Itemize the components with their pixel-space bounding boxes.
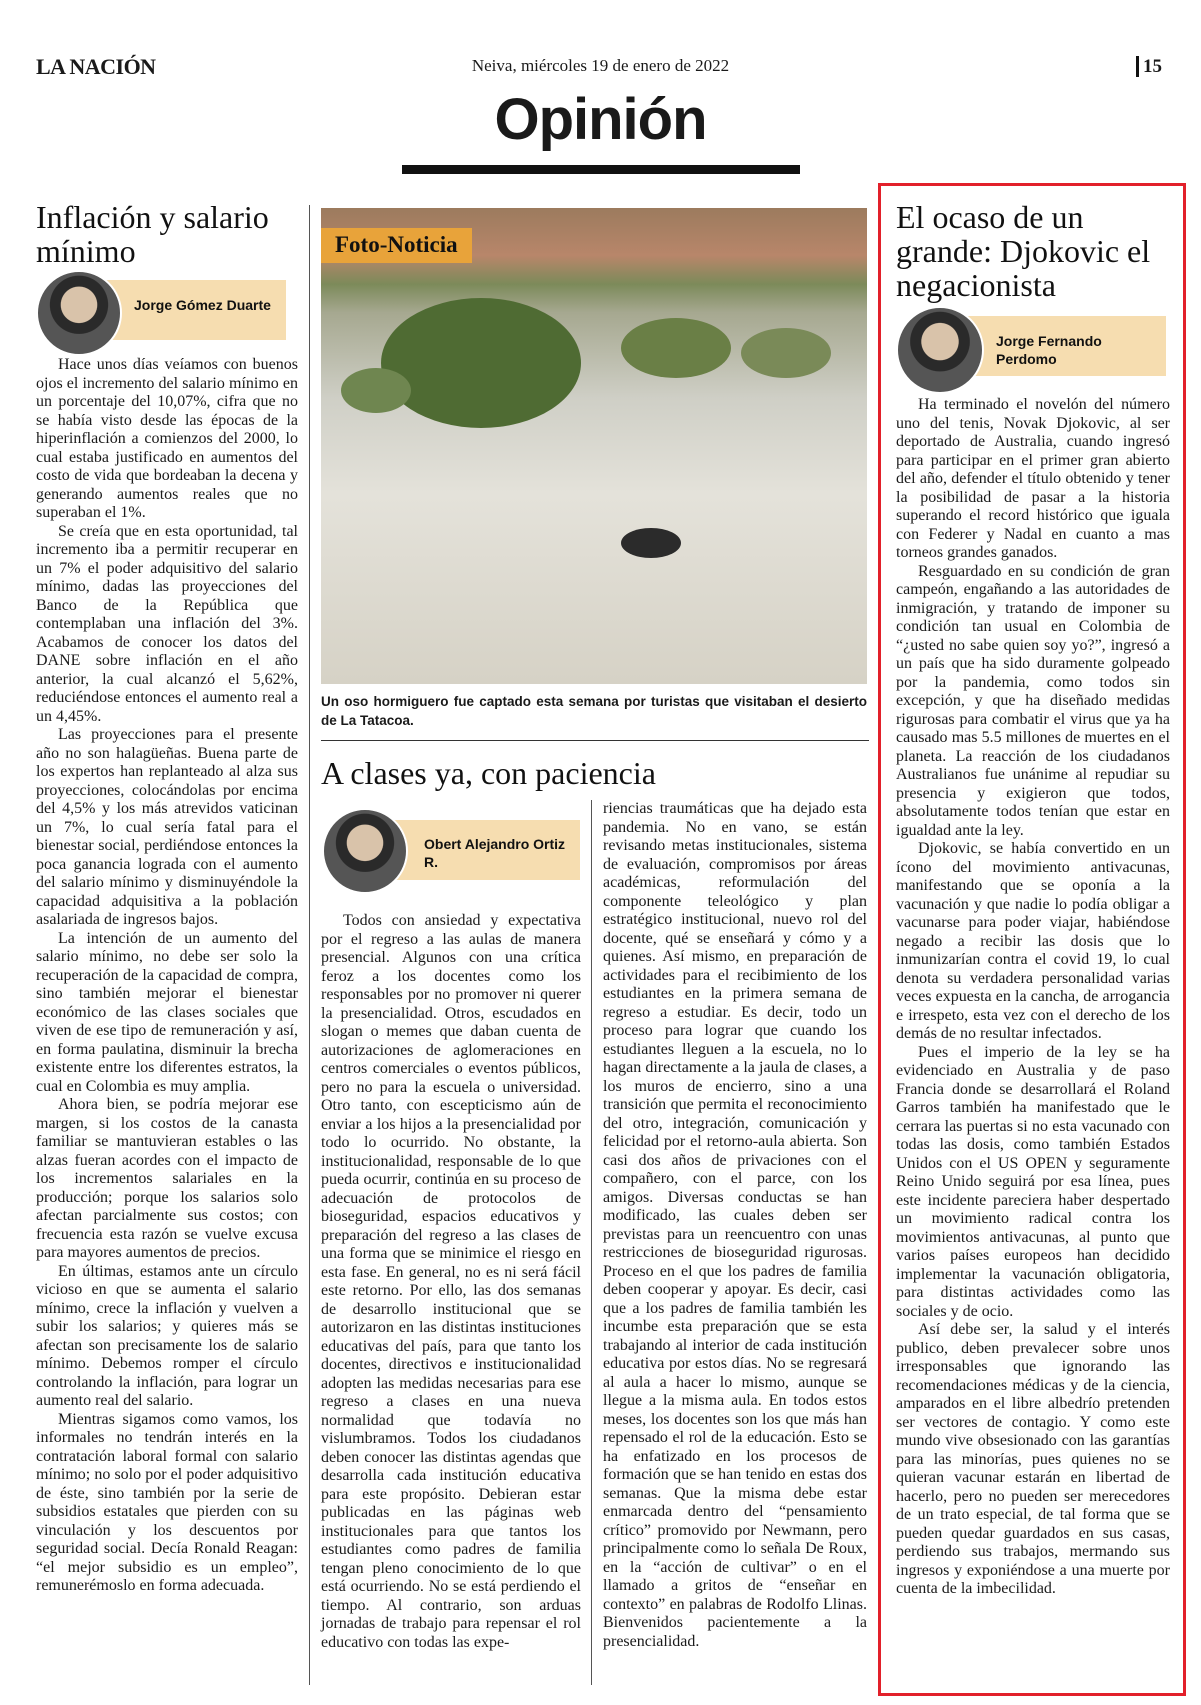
author-photo xyxy=(36,270,122,356)
newspaper-logo: LA NACIÓN xyxy=(36,54,156,79)
author-name: Jorge Fernando Perdomo xyxy=(996,333,1102,367)
paragraph: Djokovic, se había convertido en un ícono del movimiento antivacunas, manifestando que se oponía a la vacunación y que nadie lo podía obligar a vacunarse para poder viajar, habiéndose negado a recibir las dosis que lo inmunizarían contra el covid 19, lo cual denota su verdadera personalidad varias veces expuesta en la cancha, de arrogancia e irrespeto, esta vez con el derecho de los demás de no resultar infectados. xyxy=(896,840,1170,1042)
article-title: Inflación y salario mínimo xyxy=(36,199,269,269)
news-photo xyxy=(321,208,867,684)
column-divider xyxy=(591,800,592,1685)
article-title: A clases ya, con paciencia xyxy=(321,755,656,791)
paragraph: Las proyecciones para el presente año no son halagüeñas. Buena parte de los expertos han replanteado al alza sus proyecciones, colocándolas por encima del 4,5% y los más atrevidos vaticinan un 7%, lo cual sería fatal para el bienestar social, perdiéndose entonces la poca ganancia lograda con el aumento del salario mínimo y disminuyéndole la capacidad adquisitiva a la población asalariada de ingresos bajos. xyxy=(36,726,298,928)
author-photo xyxy=(896,306,984,394)
paragraph: Resguardado en su condición de gran campeón, engañando a las autoridades de inmigración, y tratando de imponer su condición tan usual en Colombia de “¿usted no sabe quien soy yo?”, ingresó a un país que ha sido duramente golpeado por la pandemia, como todos sin excepción, y que ha diseñado medidas rigurosas para combatir el virus que ya ha causado mas 5.5 millones de muertes en el planeta. La reacción de los ciudadanos Australianos fue unánime al repudiar su presencia y exigieron que todos, absolutamente todos tenían que estar en igualdad ante la ley. xyxy=(896,562,1170,839)
author-name: Jorge Gómez Duarte xyxy=(134,297,271,313)
article-body xyxy=(603,800,867,1651)
photo-label: Foto-Noticia xyxy=(321,228,472,263)
paragraph: Pues el imperio de la ley se ha evidenciado en Australia y de paso Francia donde se desarrollará el Roland Garros también ha manifestado que le cerrara las puertas si no esta vacunado con todas las dosis, como también Estados Unidos con el US OPEN y seguramente Reino Unido seguirá por esa línea, pues este incidente pareciera haber despertado un movimiento radical contra los movimientos antivacunas, al punto que varios países europeos han decidido implementar la vacunación obligatoria, para distintas actividades como las sociales y de ocio. xyxy=(896,1043,1170,1320)
paragraph: riencias traumáticas que ha dejado esta pandemia. No en vano, se están revisando metas institucionales, sistema de evaluación, compromisos por áreas académicas, reformulación del componente teleológico y plan estratégico institucional, nuevo rol del docente, qué se enseñará y cómo y a quienes. Así mismo, en preparación de actividades para el recibimiento de los estudiantes en la primera semana de regreso a estudiar. Es decir, todo un proceso para lograr que cuando los estudiantes lleguen a la escuela, no lo hagan directamente a la jaula de clases, a los muros de encierro, sino a una transición que permita el reconocimiento del otro, integración, comunicación y felicidad por el retorno-aula abierta. Son casi dos años de privaciones con el compañero, con el parce, con los amigos. Diversas conductas se han modificado, las cuales deben ser previstas para un reencuentro con unas restricciones de bioseguridad rigurosas. Proceso en el que los padres de familia deben cooperar y apoyar. Es decir, casi que a los padres de familia también les incumbe esta preparación que se esta trabajando al interior de cada institución educativa por estos días. No se regresará al aula a hacer lo mismo, aunque se llegue a la misma aula. En todos estos meses, los docentes son los que más han repensado el rol de la educación. Esto se ha enfatizado en los procesos de formación que se han tenido en estas dos semanas. Que la misma debe estar enmarcada dentro del “pensamiento crítico” promovido por Newmann, pero principalmente como lo señala De Roux, en la “acción de cultivar” o en el llamado a gritos de “enseñar en contexto” en palabras de Rodolfo Llinas. Bienvenidos pacientemente a la presencialidad. xyxy=(603,800,867,1650)
column-divider xyxy=(309,205,310,1685)
paragraph: Así debe ser, la salud y el interés publico, deben prevalecer sobre unos irresponsables que ignorando las recomendaciones médicas y de la ciencia, amparados en el libre albedrío pretenden ser vectores de contagio. Y como este mundo vive obsesionado con las garantías para las minorías, pues quienes no se quieran vacunar estarán en libertad de hacerlo, pero no pueden ser merecedores de un trato especial, de tal forma que se pueden quedar guardados en sus casas, perdiendo sus trabajos, mermando sus ingresos y exponiéndose a una muerte por cuenta de la imbecilidad. xyxy=(896,1321,1170,1597)
paragraph: Mientras sigamos como vamos, los informales no tendrán interés en la contratación laboral formal con salario mínimo; no solo por el poder adquisitivo de éste, sino también por la serie de subsidios estatales que pierden con su vinculación y los descuentos por seguridad social. Decía Ronald Reagan: “el mejor subsidio es un empleo”, remunerémoslo en forma adecuada. xyxy=(36,1410,298,1594)
paragraph: En últimas, estamos ante un círculo vicioso en que se aumenta el salario mínimo, crece la inflación y vuelven a subir los salarios; y quieres más se afectan son precisamente los de salario mínimo. Debemos romper el círculo controlando la inflación, para lograr un aumento real del salario. xyxy=(36,1262,298,1409)
author-photo xyxy=(322,808,408,894)
paragraph: La intención de un aumento del salario mínimo, no debe ser solo la recuperación de la capacidad de compra, sino también mejorar el bienestar económico de las clases sociales que viven de ese tipo de remuneración y así, en forma paulatina, disminuir la brecha existente entre los diferentes estratos, la cual en Colombia es muy amplia. xyxy=(36,929,298,1095)
section-divider xyxy=(321,740,869,741)
section-title: Opinión xyxy=(494,87,707,152)
article-body xyxy=(321,912,581,1652)
page-number: 15 xyxy=(1136,56,1162,77)
photo-caption: Un oso hormiguero fue captado esta semana por turistas que visitaban el desierto de La Tatacoa. xyxy=(321,694,867,728)
article-title: El ocaso de un grande: Djokovic el negacionista xyxy=(896,199,1151,303)
article-body xyxy=(896,396,1170,1599)
section-rule xyxy=(402,165,800,174)
paragraph: Se creía que en esta oportunidad, tal incremento iba a permitir recuperar en un 7% el poder adquisitivo del salario mínimo, dadas las proyecciones del Banco de la República que contemplaban una inflación del 3%. Acabamos de conocer los datos del DANE sobre inflación en el año anterior, la cual alcanzó el 5,62%, reduciéndose entonces el aumento real a un 4,45%. xyxy=(36,522,298,725)
author-name: Obert Alejandro Ortiz R. xyxy=(424,836,566,870)
paragraph: Ha terminado el novelón del número uno del tenis, Novak Djokovic, al ser deportado de Australia, cuando ingresó para participar en el primer gran abierto del año, defender el título obtenido y tener la posibilidad de pasar a la historia superando el record histórico que iguala con Federer y Nadal en cuanto a mas torneos grandes ganados. xyxy=(896,396,1170,561)
article-body xyxy=(36,356,298,1596)
paragraph: Hace unos días veíamos con buenos ojos el incremento del salario mínimo en un porcentaje del 10,07%, cifra que no se había visto desde las épocas de la hiperinflación a comienzos del 2000, lo cual estaba justificado en aumentos del costo de vida que bordeaban la decena y generando aumentos reales que no superaban el 1%. xyxy=(36,356,298,521)
paragraph: Todos con ansiedad y expectativa por el regreso a las aulas de manera presencial. Algunos con una crítica feroz a los docentes como los responsables por no promover ni querer la presencialidad. Otros, escudados en slogan o memes que daban cuenta de autorizaciones de aglomeraciones en centros comerciales o eventos públicos, pero no para la escuela o universidad. Otro tanto, con escepticismo aún de enviar a los hijos a la presencialidad por todo lo ocurrido. No obstante, la institucionalidad, responsable de lo que pueda ocurrir, continúa en su proceso de adecuación de protocolos de bioseguridad, espacios educativos y preparación del regreso a las clases de una forma que se minimice el riesgo en esta fase. En general, no es ni será fácil este retorno. Por ello, las dos semanas de desarrollo institucional que se autorizaron en las distintas instituciones educativas del país, para que tanto los docentes, directivos e institucionalidad adopten las medidas necesarias para ese regreso a clases en una nueva normalidad que todavía no vislumbramos. Todos los ciudadanos deben conocer las distintas agendas que desarrolla cada institución educativa para este propósito. Debieran estar publicadas en las páginas web institucionales para que tantos los estudiantes como padres de familia tengan pleno conocimiento de lo que está ocurriendo. No se está perdiendo el tiempo. Al contrario, son arduas jornadas de trabajo para repensar el rol educativo con todas las expe- xyxy=(321,912,581,1651)
dateline: Neiva, miércoles 19 de enero de 2022 xyxy=(471,56,730,75)
paragraph: Ahora bien, se podría mejorar ese margen, si los costos de la canasta familiar se mantuvieran estables o las alzas fueran acordes con el impacto de los incrementos salariales en la producción; porque los salarios solo afectan parcialmente sus costos; con frecuencia esta razón se vuelve excusa para mayores aumentos de precios. xyxy=(36,1096,298,1261)
